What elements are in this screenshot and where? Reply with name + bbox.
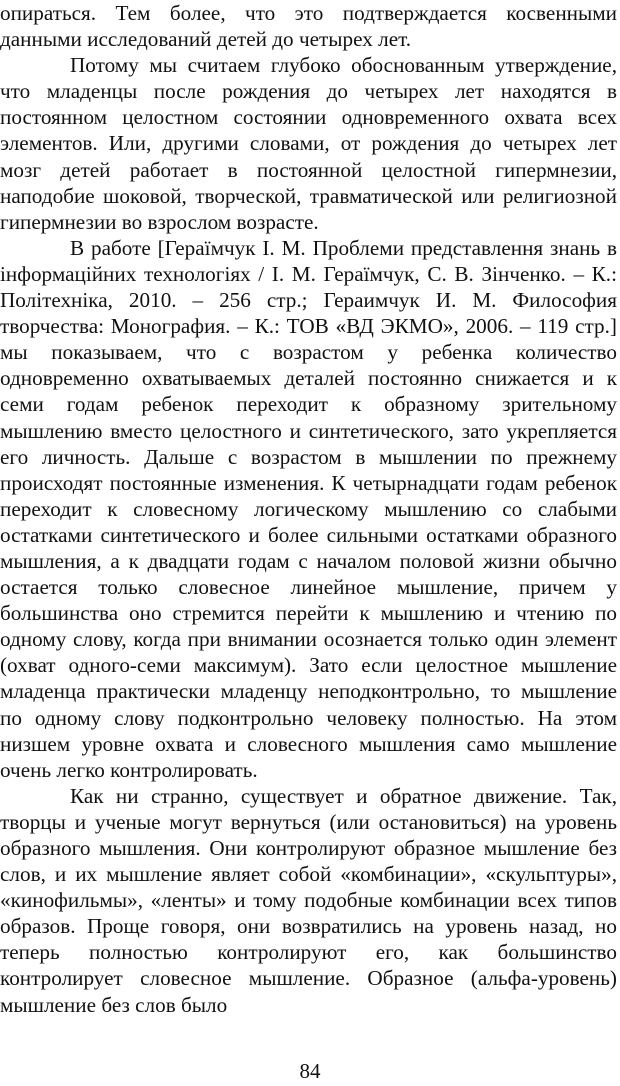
page-number: 84 [299,1059,321,1083]
paragraph: В работе [Гераїмчук І. М. Проблеми представлення знань в інформаційних технологіях / І. М. Гераїмчук, С. В. Зінченко. – К.: Політехніка, 2010. – 256 стр.; Гераимчук И. М. Философия творчества: Монография. – К.: ТОВ «ВД ЭКМО», 2006. – 119 стр.] мы показываем, что с возрастом у ребенка количество одновременно охватываемых деталей постоянно снижается и к семи годам ребенок переходит к образному зрительному мышлению вместо целостного и синтетического, зато укрепляется его личность. Дальше с возрастом в мышлении по прежнему происходят постоянные изменения. К четырнадцати годам ребенок переходит к словесному логическому мышлению со слабыми остатками синтетического и более сильными остатками образного мышления, а к двадцати годам с началом половой жизни обычно остается только словесное линейное мышление, причем у большинства оно стремится перейти к мышлению и чтению по одному слову, когда при внимании осознается только один элемент (охват одного-семи максимум). Зато если целостное мышление младенца практически младенцу неподконтрольно, то мышление по одному слову подконтрольно человеку полностью. На этом низшем уровне охвата и словесного мышления само мышление очень легко контролировать. [0,235,617,782]
paragraph: Как ни странно, существует и обратное движение. Так, творцы и ученые могут вернуться (или остановиться) на уровень образного мышления. Они контролируют образное мышление без слов, и их мышление являет собой «комбинации», «скульптуры», «кинофильмы», «ленты» и тому подобные комбинации всех типов образов. Проще говоря, они возвратились на уровень назад, но теперь полностью контролируют его, как большинство контролирует словесное мышление. Образное (альфа-уровень) мышление без слов было [0,783,617,1017]
paragraph-continued: опираться. Тем более, что это подтверждается косвенными данными исследований детей до четырех лет. [0,1,617,52]
paragraph: Потому мы считаем глубоко обоснованным утверждение, что младенцы после рождения до четырех лет находятся в постоянном целостном состоянии одновременного охвата всех элементов. Или, другими словами, от рождения до четырех лет мозг детей работает в постоянной целостной гипермнезии, наподобие шоковой, творческой, травматической или религиозной гипермнезии во взрослом возрасте. [0,53,617,234]
